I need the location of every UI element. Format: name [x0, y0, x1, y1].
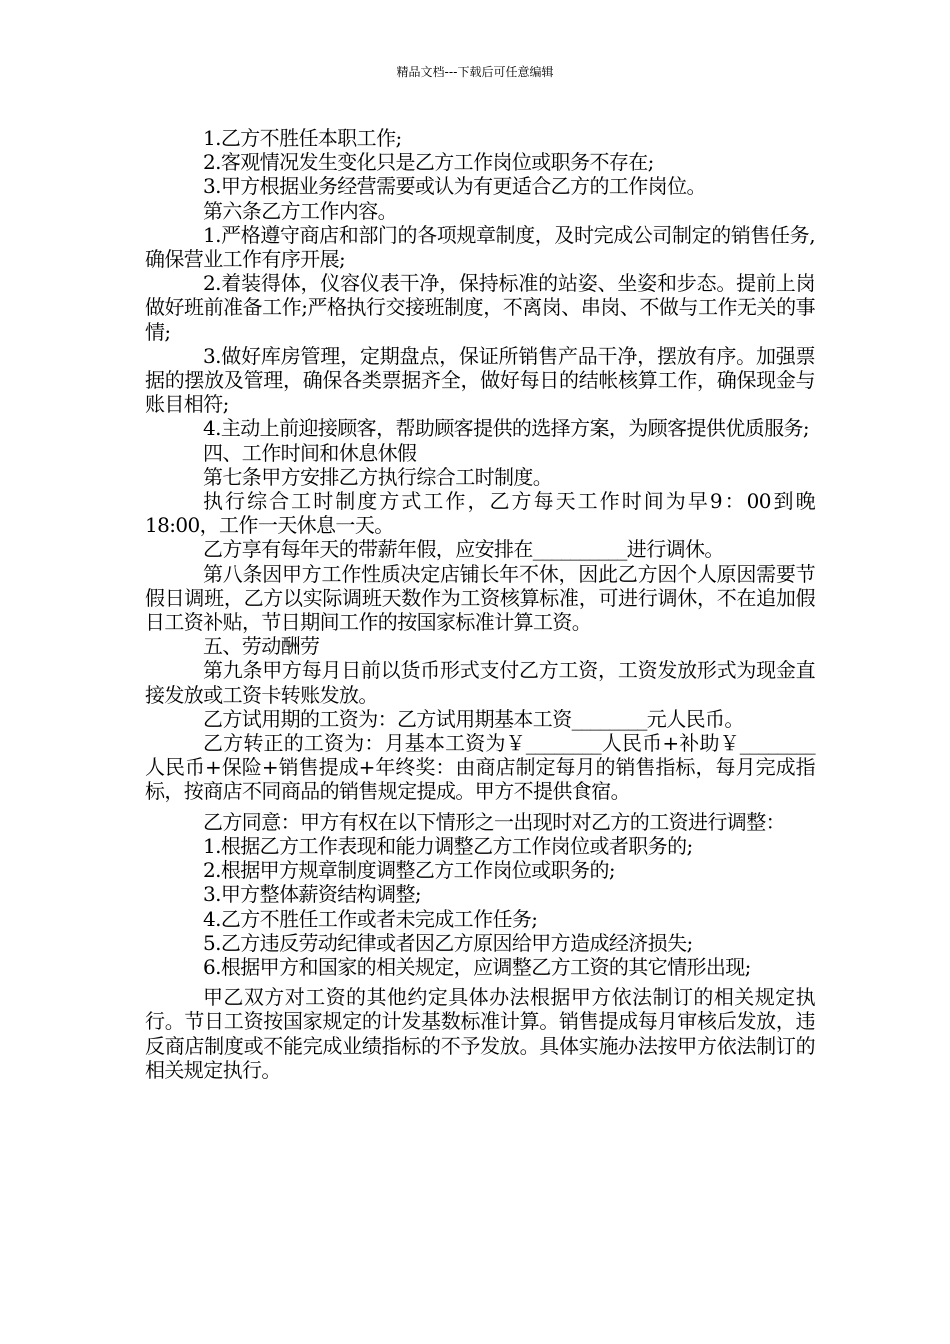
paragraph: 2.着装得体，仪容仪表干净，保持标准的站姿、坐姿和步态。提前上岗做好班前准备工作;严格执行交接班制度，不离岗、串岗、不做与工作无关的事情; — [145, 271, 815, 344]
paragraph: 1.严格遵守商店和部门的各项规章制度，及时完成公司制定的销售任务,确保营业工作有序开展; — [145, 222, 815, 272]
paragraph: 4.主动上前迎接顾客，帮助顾客提供的选择方案，为顾客提供优质服务; — [203, 416, 810, 441]
paragraph: 乙方同意：甲方有权在以下情形之一出现时对乙方的工资进行调整： — [203, 809, 785, 834]
paragraph: 第七条甲方安排乙方执行综合工时制度。 — [203, 464, 553, 489]
list-item: 4.乙方不胜任工作或者未完成工作任务; — [203, 906, 538, 931]
paragraph: 乙方试用期的工资为：乙方试用期基本工资________元人民币。 — [203, 706, 744, 731]
list-item: 6.根据甲方和国家的相关规定，应调整乙方工资的其它情形出现; — [203, 954, 751, 979]
section-heading: 五、劳动酬劳 — [203, 634, 320, 659]
paragraph: 乙方转正的工资为：月基本工资为￥________人民币+补助￥________人民币+保险+销售提成+年终奖：由商店制定每月的销售指标，每月完成指标，按商店不同商品的销售规定提成。甲方不提供食宿。 — [145, 731, 815, 804]
paragraph: 3.做好库房管理，定期盘点，保证所销售产品干净，摆放有序。加强票据的摆放及管理，确保各类票据齐全，做好每日的结帐核算工作，确保现金与账目相符; — [145, 343, 815, 417]
paragraph: 执行综合工时制度方式工作，乙方每天工作时间为早9：00到晚18:00，工作一天休息一天。 — [145, 489, 815, 538]
paragraph: 1.乙方不胜任本职工作; — [203, 126, 402, 150]
paragraph: 第九条甲方每月日前以货币形式支付乙方工资，工资发放形式为现金直接发放或工资卡转账发放。 — [145, 658, 815, 707]
list-item: 2.根据甲方规章制度调整乙方工作岗位或职务的; — [203, 858, 616, 883]
document-body — [145, 126, 815, 1082]
section-heading: 四、工作时间和休息休假 — [203, 440, 417, 465]
paragraph: 甲乙双方对工资的其他约定具体办法根据甲方依法制订的相关规定执行。节日工资按国家规定的计发基数标准计算。销售提成每月审核后发放，违反商店制度或不能完成业绩指标的不予发放。具体实施办法按甲方依法制订的相关规定执行。 — [145, 985, 815, 1082]
list-item: 3.甲方整体薪资结构调整; — [203, 882, 422, 907]
page-header: 精品文档---下载后可任意编辑 — [396, 65, 554, 79]
list-item: 1.根据乙方工作表现和能力调整乙方工作岗位或者职务的; — [203, 833, 693, 858]
paragraph: 3.甲方根据业务经营需要或认为有更适合乙方的工作岗位。 — [203, 174, 706, 199]
paragraph: 第八条因甲方工作性质决定店铺长年不休，因此乙方因个人原因需要节假日调班，乙方以实际调班天数作为工资核算标准，可进行调休，不在追加假日工资补贴，节日期间工作的按国家标准计算工资。 — [145, 561, 815, 635]
paragraph: 2.客观情况发生变化只是乙方工作岗位或职务不存在; — [203, 150, 654, 175]
paragraph: 乙方享有每年天的带薪年假，应安排在__________进行调休。 — [203, 537, 724, 562]
list-item: 5.乙方违反劳动纪律或者因乙方原因给甲方造成经济损失; — [203, 930, 693, 955]
section-heading: 第六条乙方工作内容。 — [203, 198, 397, 223]
